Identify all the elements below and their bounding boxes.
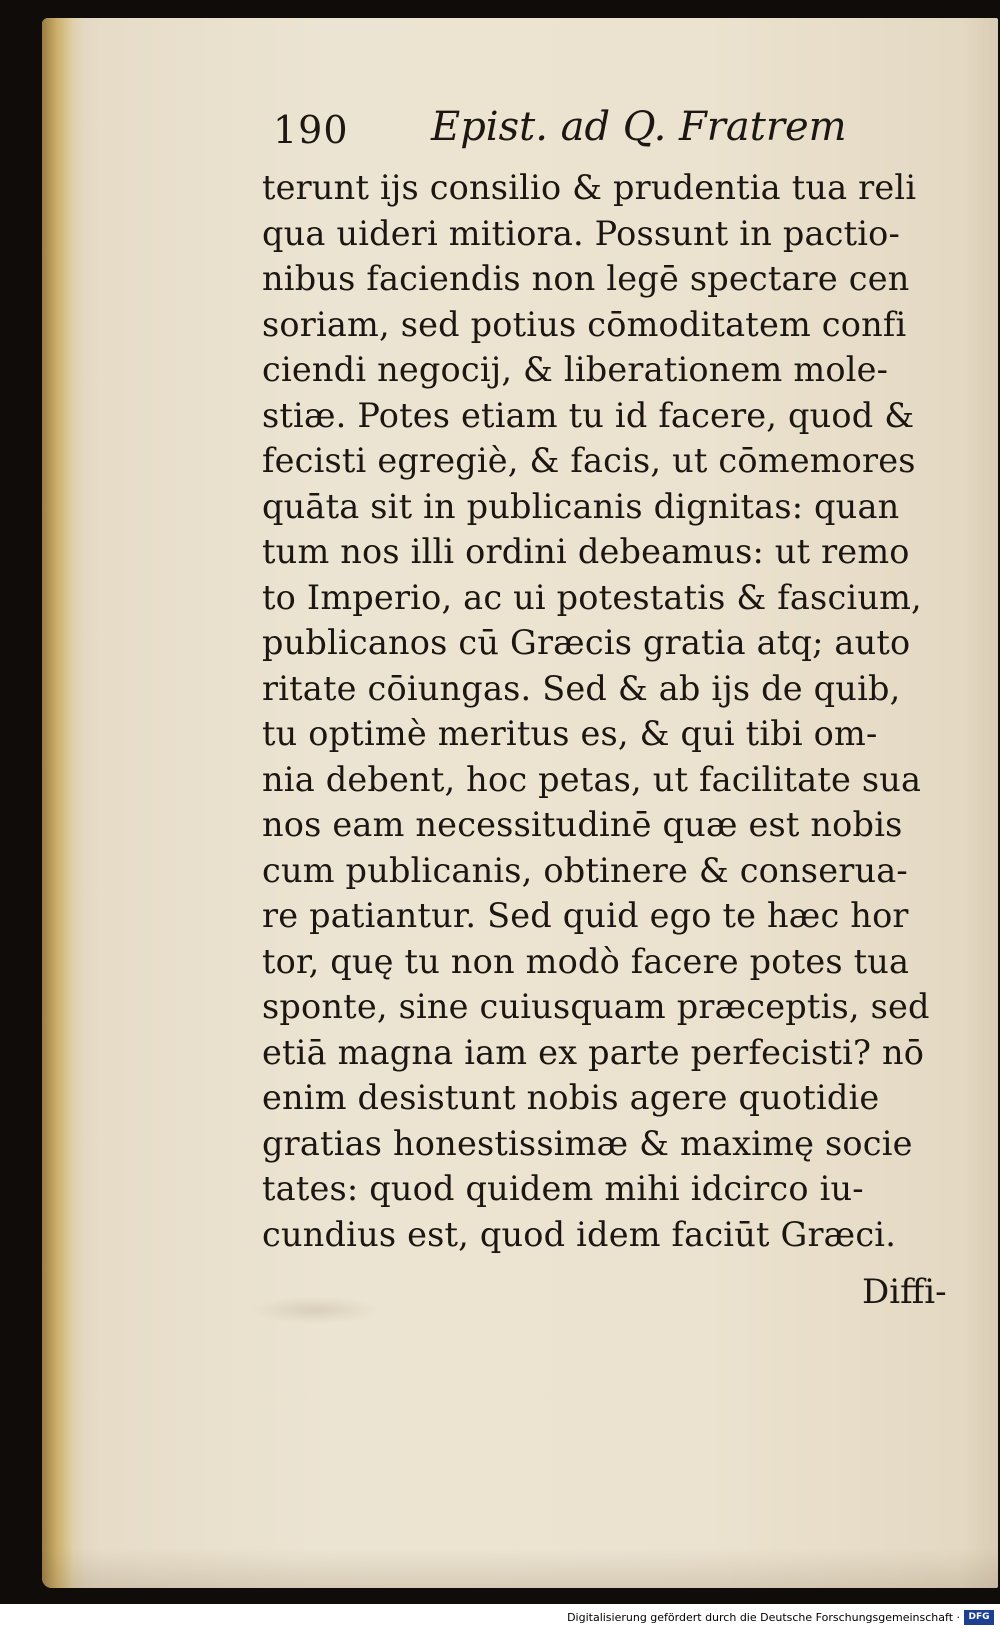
text-line: terunt ijs consilio & prudentia tua reli <box>262 168 917 207</box>
text-line: enim desistunt nobis agere quotidie <box>262 1078 880 1117</box>
text-line: to Imperio, ac ui potestatis & fascium, <box>262 577 922 617</box>
text-line: tum nos illi ordini debeamus: ut remo <box>262 532 910 571</box>
text-line: fecisti egregiè, & facis, ut cōmemores <box>262 441 916 480</box>
text-line: ritate cōiungas. Sed & ab ijs de quib, <box>262 668 901 708</box>
text-line: nos eam necessitudinē quæ est nobis <box>262 805 903 844</box>
ink-smudge <box>250 1296 380 1324</box>
digitization-footer <box>0 1604 1000 1632</box>
text-line: tu optimè meritus es, & qui tibi om- <box>262 714 878 753</box>
text-line: soriam, sed potius cōmoditatem confi <box>262 304 907 344</box>
text-line: cum publicanis, obtinere & conserua- <box>262 850 908 890</box>
text-line: publicanos cū Græcis gratia atq; auto <box>262 623 911 662</box>
catchword: Diffi- <box>862 1272 947 1312</box>
text-line: quāta sit in publicanis dignitas: quan <box>262 486 900 526</box>
running-head <box>273 100 873 160</box>
funding-notice: Digitalisierung gefördert durch die Deutsche Forschungsgemeinschaft · <box>567 1611 960 1624</box>
text-line: nia debent, hoc petas, ut facilitate sua <box>262 759 922 799</box>
text-line: tor, quę tu non modò facere potes tua <box>262 941 910 981</box>
text-line: cundius est, quod idem faciūt Græci. <box>262 1214 897 1254</box>
text-line: sponte, sine cuiusquam præceptis, sed <box>262 987 930 1026</box>
text-block <box>262 165 952 1257</box>
text-line: ciendi negocij, & liberationem mole- <box>262 350 889 389</box>
text-line: nibus faciendis non legē spectare cen <box>262 259 910 298</box>
running-title: Epist. ad Q. Fratrem <box>431 104 847 150</box>
text-line: gratias honestissimæ & maximę socie <box>262 1123 913 1163</box>
page-bottom-shade <box>42 1548 998 1588</box>
page-gutter-edge <box>42 18 84 1588</box>
text-line: etiā magna iam ex parte perfecisti? nō <box>262 1032 925 1072</box>
text-line: re patiantur. Sed quid ego te hæc hor <box>262 896 909 935</box>
text-line: qua uideri mitiora. Possunt in pactio- <box>262 213 901 253</box>
page-number: 190 <box>273 108 349 152</box>
dfg-logo: DFG <box>964 1610 994 1625</box>
text-line: tates: quod quidem mihi idcirco iu- <box>262 1169 864 1208</box>
text-line: stiæ. Potes etiam tu id facere, quod & <box>262 395 915 435</box>
